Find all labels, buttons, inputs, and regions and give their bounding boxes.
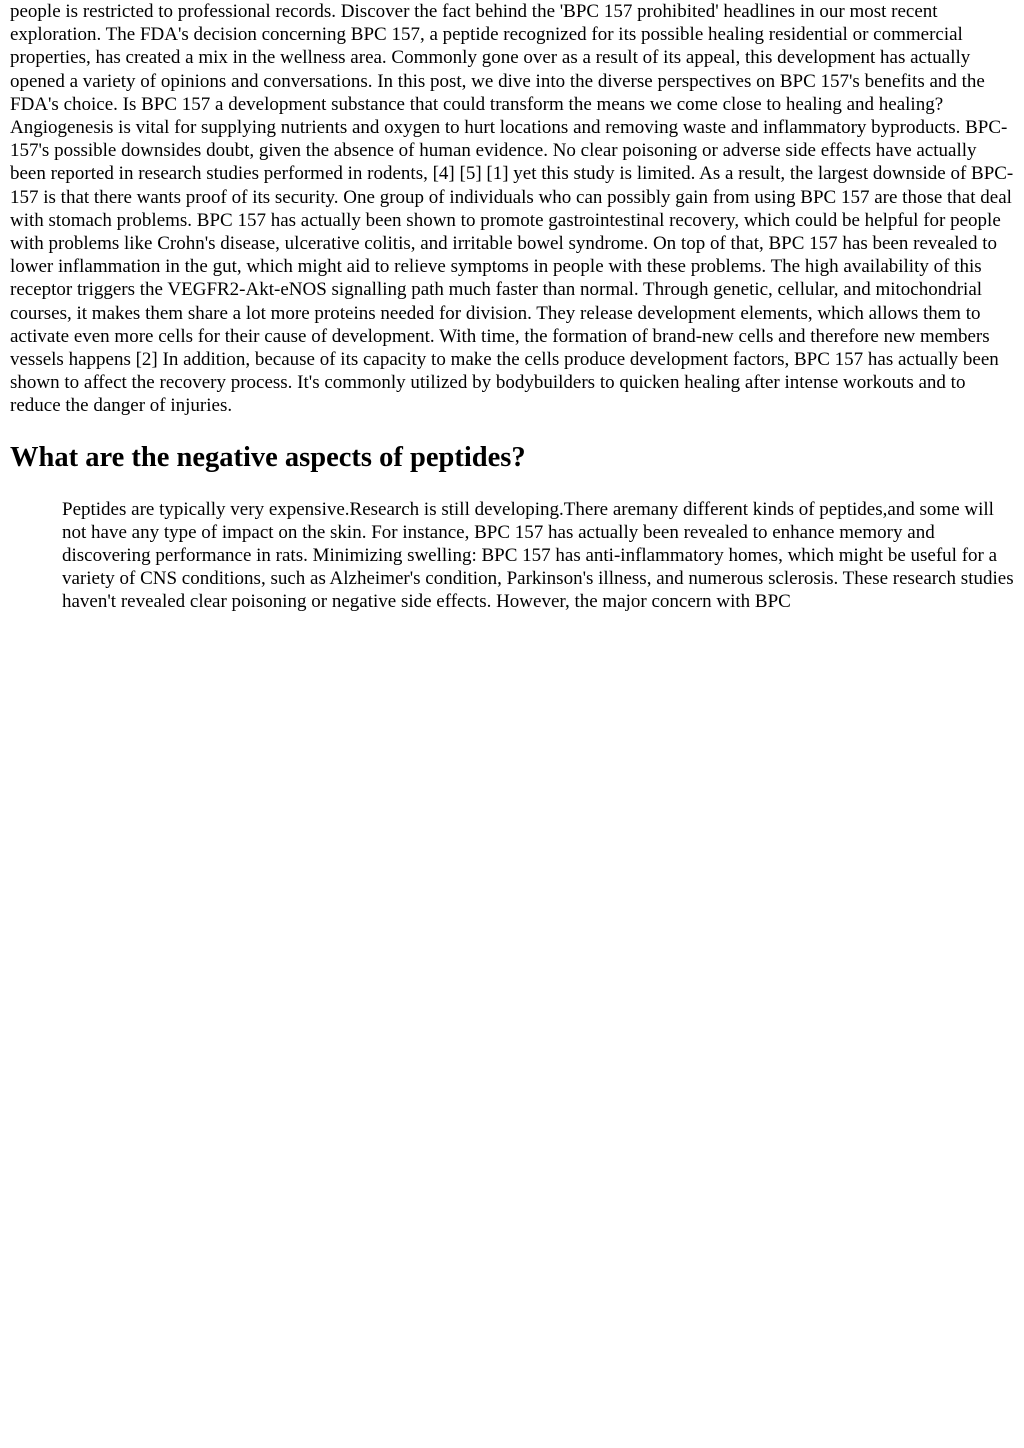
section-heading: What are the negative aspects of peptides? [10, 441, 526, 473]
intro-paragraph: people is restricted to professional records. Discover the fact behind the 'BPC 157 prohibited' headlines in our most recent exploration. The FDA's decision concerning BPC 157, a peptide recognized for its possible healing residential or commercial properties, has created a mix in the wellness area. Commonly gone over as a result of its appeal, this development has actually opened a variety of opinions and conversations. In this post, we dive into the diverse perspectives on BPC 157's benefits and the FDA's choice. Is BPC 157 a development substance that could transform the means we come close to healing and healing? Angiogenesis is vital for supplying nutrients and oxygen to hurt locations and removing waste and inflammatory byproducts. BPC-157's possible downsides doubt, given the absence of human evidence. No clear poisoning or adverse side effects have actually been reported in research studies performed in rodents, [4] [5] [1] yet this study is limited. As a result, the largest downside of BPC-157 is that there wants proof of its security. One group of individuals who can possibly gain from using BPC 157 are those that deal with stomach problems. BPC 157 has actually been shown to promote gastrointestinal recovery, which could be helpful for people with problems like Crohn's disease, ulcerative colitis, and irritable bowel syndrome. On top of that, BPC 157 has been revealed to lower inflammation in the gut, which might aid to relieve symptoms in people with these problems. The high availability of this receptor triggers the VEGFR2-Akt-eNOS signalling path much faster than normal. Through genetic, cellular, and mitochondrial courses, it makes them share a lot more proteins needed for division. They release development elements, which allows them to activate even more cells for their cause of development. With time, the formation of brand-new cells and therefore new members vessels happens [2] In addition, because of its capacity to make the cells produce development factors, BPC 157 has actually been shown to affect the recovery process. It's commonly utilized by bodybuilders to quicken healing after intense workouts and to reduce the danger of injuries. [10, 1, 1014, 417]
indented-paragraph: Peptides are typically very expensive.Research is still developing.There aremany different kinds of peptides,and some will not have any type of impact on the skin. For instance, BPC 157 has actually been revealed to enhance memory and discovering performance in rats. Minimizing swelling: BPC 157 has anti-inflammatory homes, which might be useful for a variety of CNS conditions, such as Alzheimer's condition, Parkinson's illness, and numerous sclerosis. These research studies haven't revealed clear poisoning or negative side effects. However, the major concern with BPC [62, 498, 1014, 613]
article-page [0, 0, 1024, 614]
